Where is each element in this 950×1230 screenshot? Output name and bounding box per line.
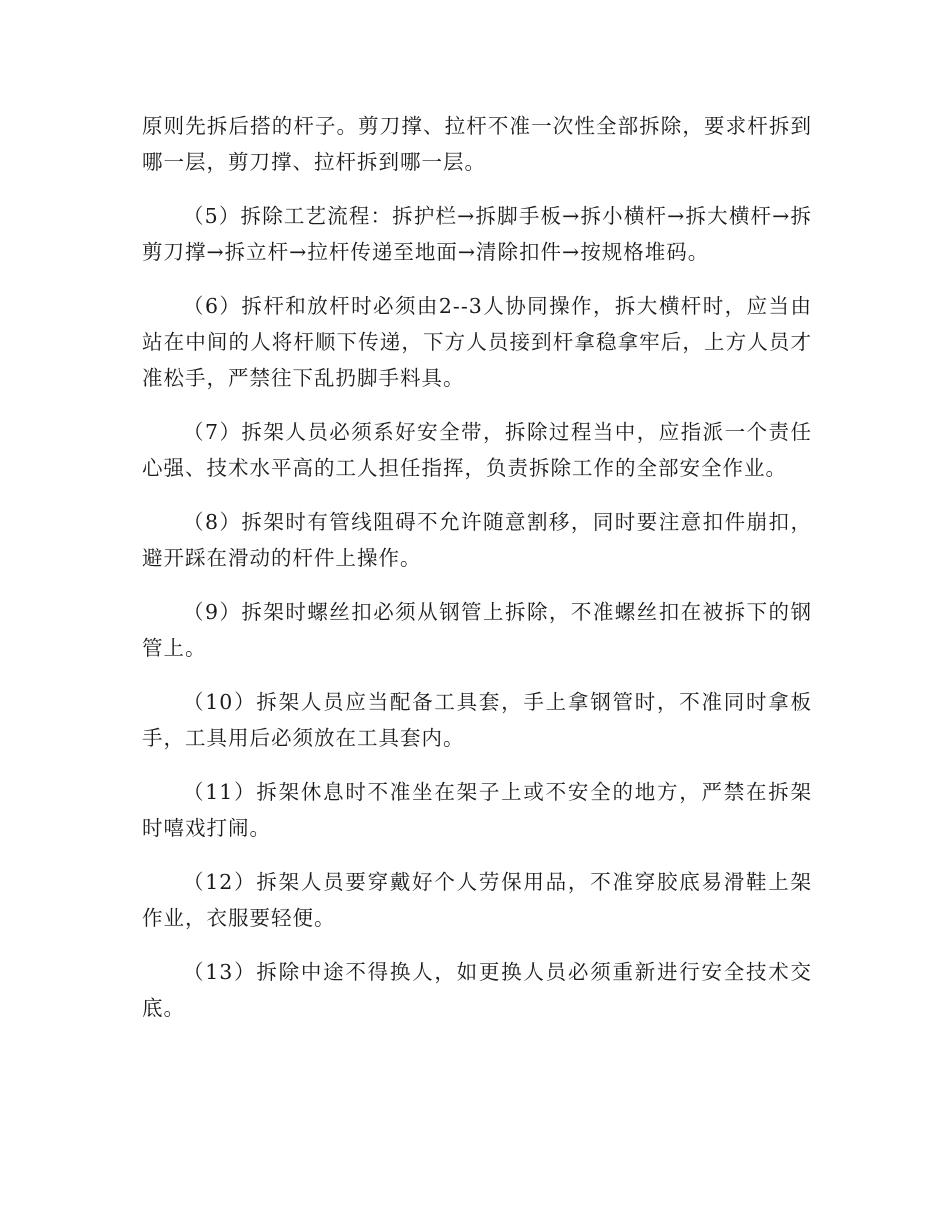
paragraph-item-13: （13）拆除中途不得换人，如更换人员必须重新进行安全技术交底。 bbox=[142, 960, 812, 1020]
paragraph-item-11: （11）拆架休息时不准坐在架子上或不安全的地方，严禁在拆架时嘻戏打闹。 bbox=[142, 780, 812, 840]
paragraph-item-7: （7）拆架人员必须系好安全带，拆除过程当中，应指派一个责任心强、技术水平高的工人担任指挥，负责拆除工作的全部安全作业。 bbox=[142, 420, 812, 480]
paragraph-item-6: （6）拆杆和放杆时必须由2--3人协同操作，拆大横杆时，应当由站在中间的人将杆顺下传递，下方人员接到杆拿稳拿牢后，上方人员才准松手，严禁往下乱扔脚手料具。 bbox=[142, 294, 812, 390]
document-body bbox=[142, 108, 812, 1044]
paragraph-item-8: （8）拆架时有管线阻碍不允许随意割移，同时要注意扣件崩扣，避开踩在滑动的杆件上操作。 bbox=[142, 510, 812, 570]
paragraph-continuation: 原则先拆后搭的杆子。剪刀撑、拉杆不准一次性全部拆除，要求杆拆到哪一层，剪刀撑、拉杆拆到哪一层。 bbox=[142, 114, 812, 174]
paragraph-item-9: （9）拆架时螺丝扣必须从钢管上拆除，不准螺丝扣在被拆下的钢管上。 bbox=[142, 600, 812, 660]
paragraph-item-12: （12）拆架人员要穿戴好个人劳保用品，不准穿胶底易滑鞋上架作业，衣服要轻便。 bbox=[142, 870, 812, 930]
paragraph-item-5: （5）拆除工艺流程：拆护栏→拆脚手板→拆小横杆→拆大横杆→拆剪刀撑→拆立杆→拉杆传递至地面→清除扣件→按规格堆码。 bbox=[142, 204, 812, 264]
paragraph-item-10: （10）拆架人员应当配备工具套，手上拿钢管时，不准同时拿板手，工具用后必须放在工具套内。 bbox=[142, 690, 812, 750]
